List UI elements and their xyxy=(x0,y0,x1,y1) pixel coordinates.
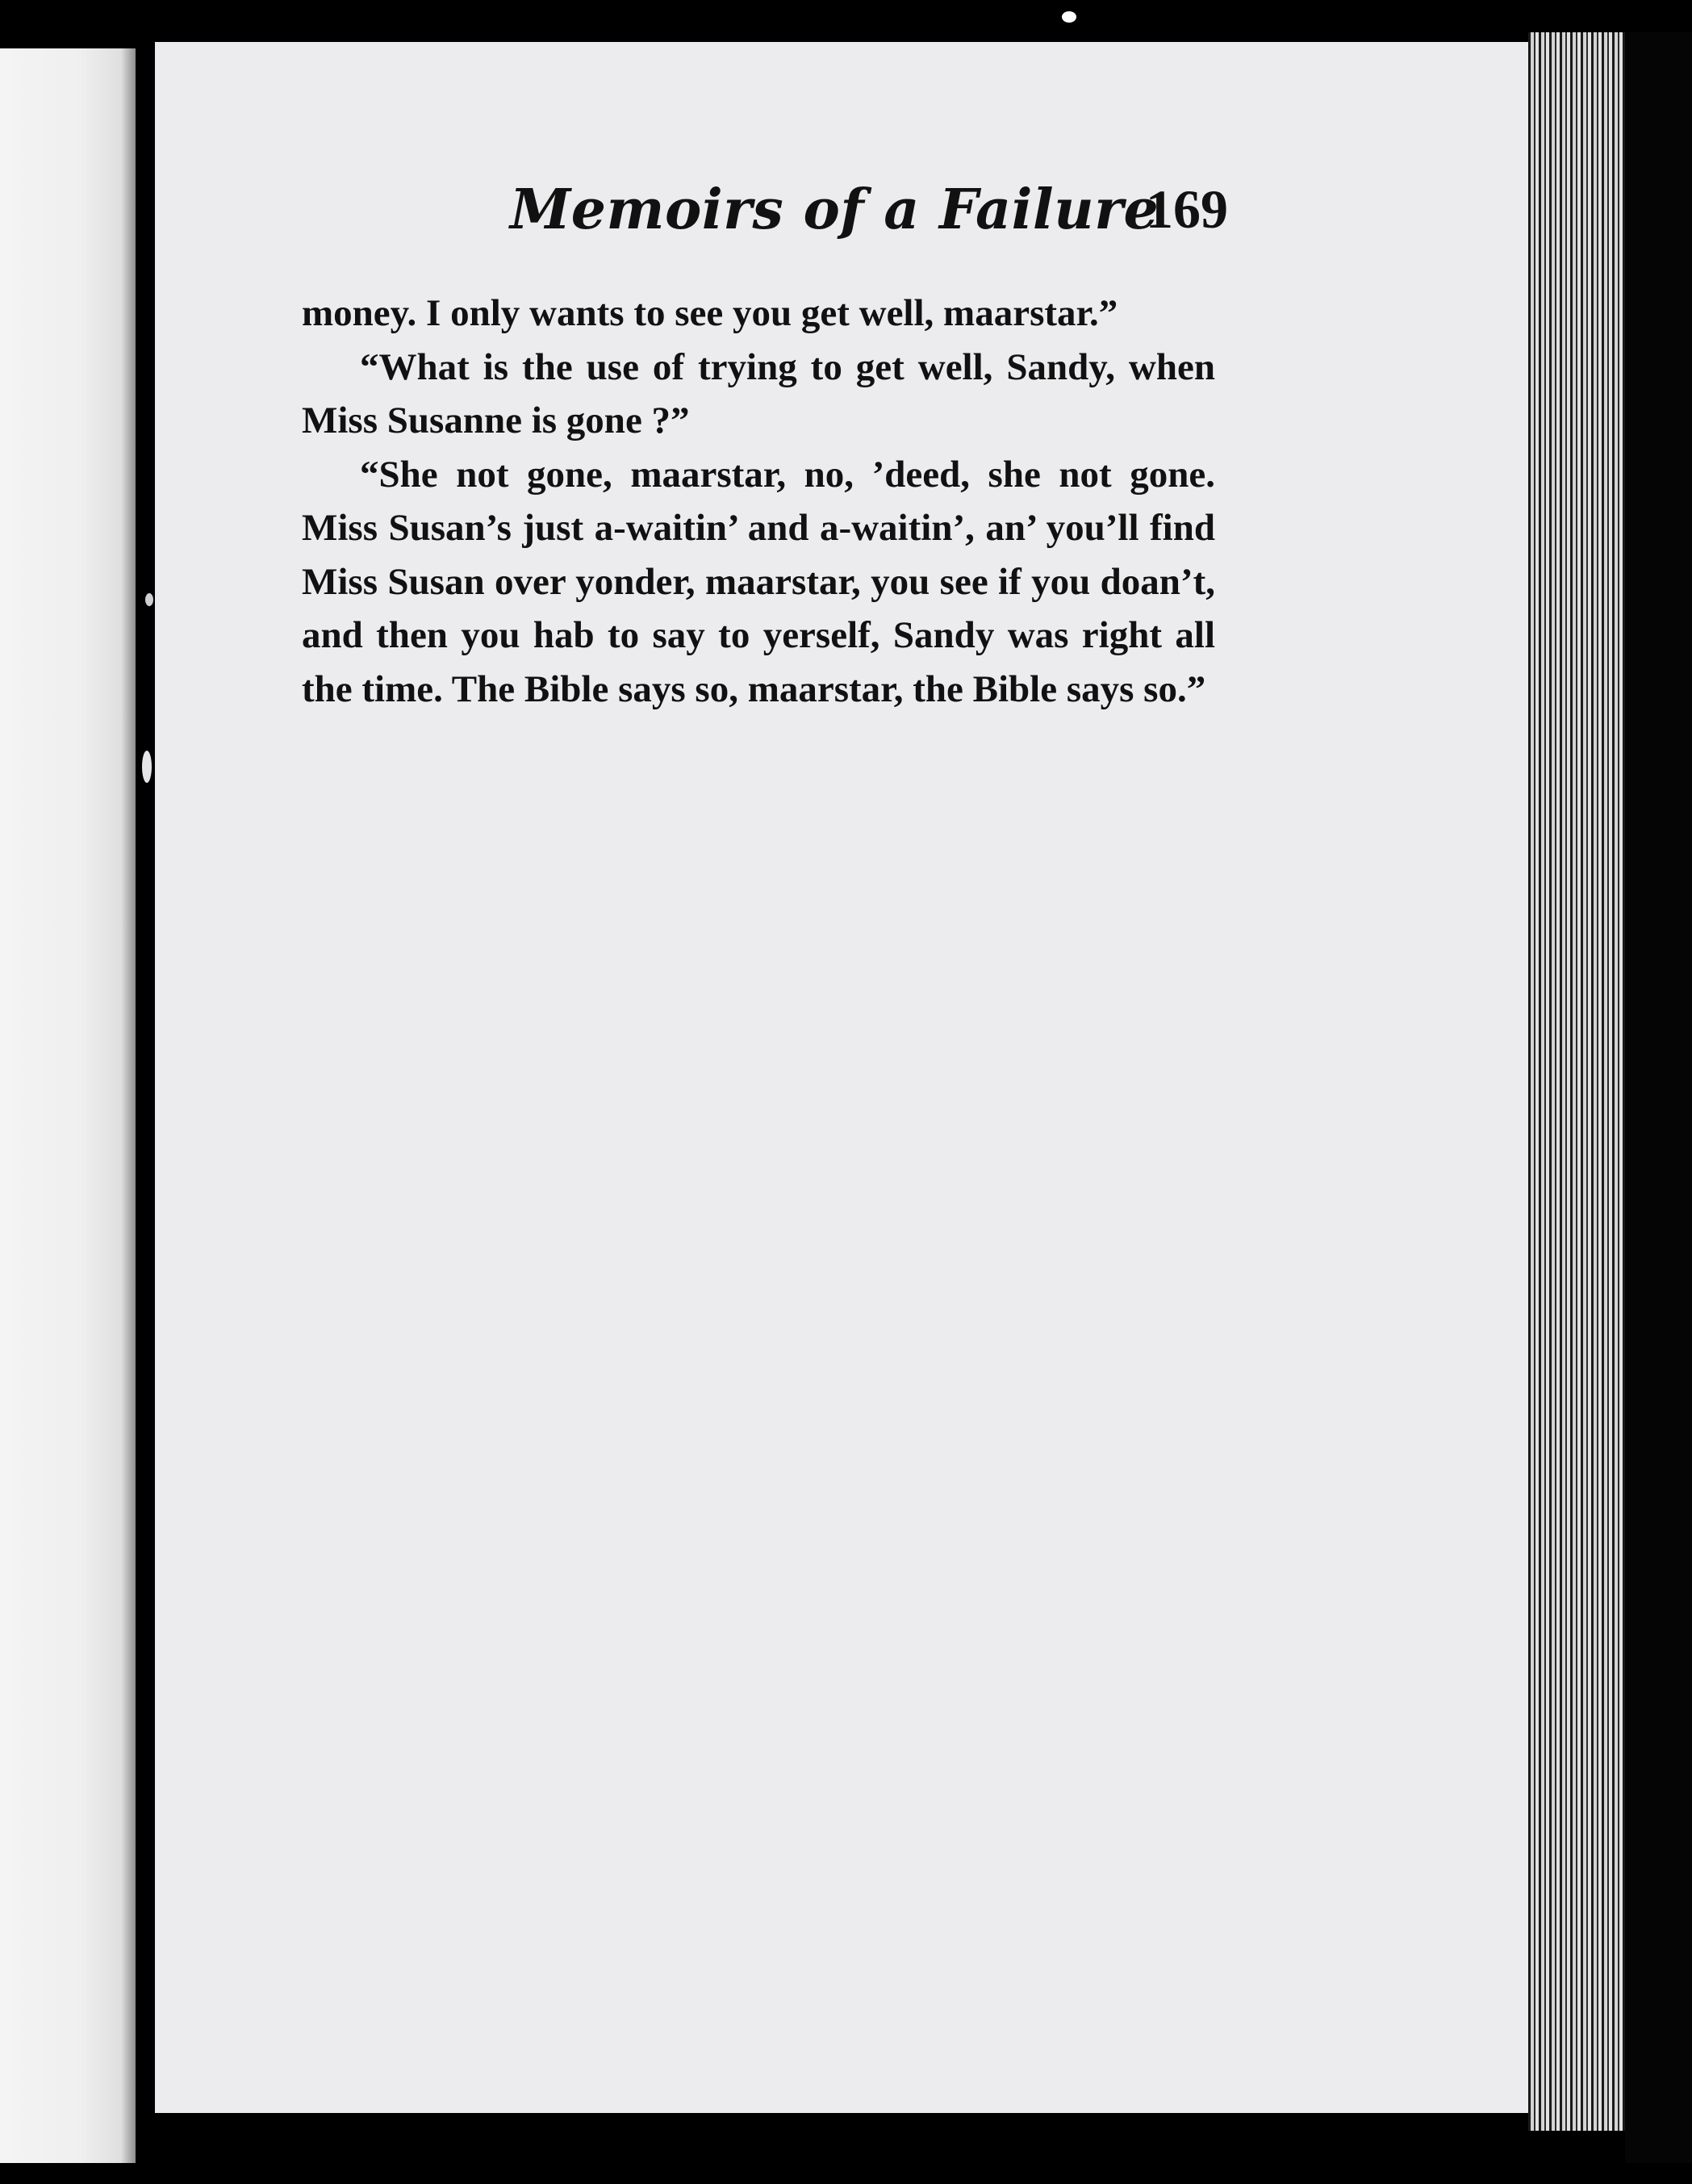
body-text xyxy=(302,287,1215,716)
gutter-shadow xyxy=(121,48,136,2163)
paragraph: “She not gone, maarstar, no, ’deed, she not gone. Miss Susan’s just a-waitin’ and a-waitin’, an’ you’ll find Miss Susan over yonder, maarstar, you see if you doan’t, and then you hab to say to yerself, Sandy was right all the time. The Bible says so, maarstar, the Bible says so.” xyxy=(302,453,1215,710)
scan-speck xyxy=(142,751,152,783)
scan-speck xyxy=(145,593,153,606)
paragraph: “What is the use of trying to get well, Sandy, when Miss Susanne is gone ?” xyxy=(302,345,1215,441)
scan-border xyxy=(1625,32,1692,2163)
page-number: 169 xyxy=(1146,178,1228,240)
scan-speck xyxy=(1062,11,1076,23)
running-title: Memoirs of a Failure xyxy=(510,178,1159,242)
running-head xyxy=(155,178,1528,258)
paragraph-continued: money. I only wants to see you get well, maarstar.” xyxy=(302,292,1118,334)
page-stack-edges xyxy=(1528,32,1625,2131)
facing-page-edge xyxy=(0,48,136,2163)
